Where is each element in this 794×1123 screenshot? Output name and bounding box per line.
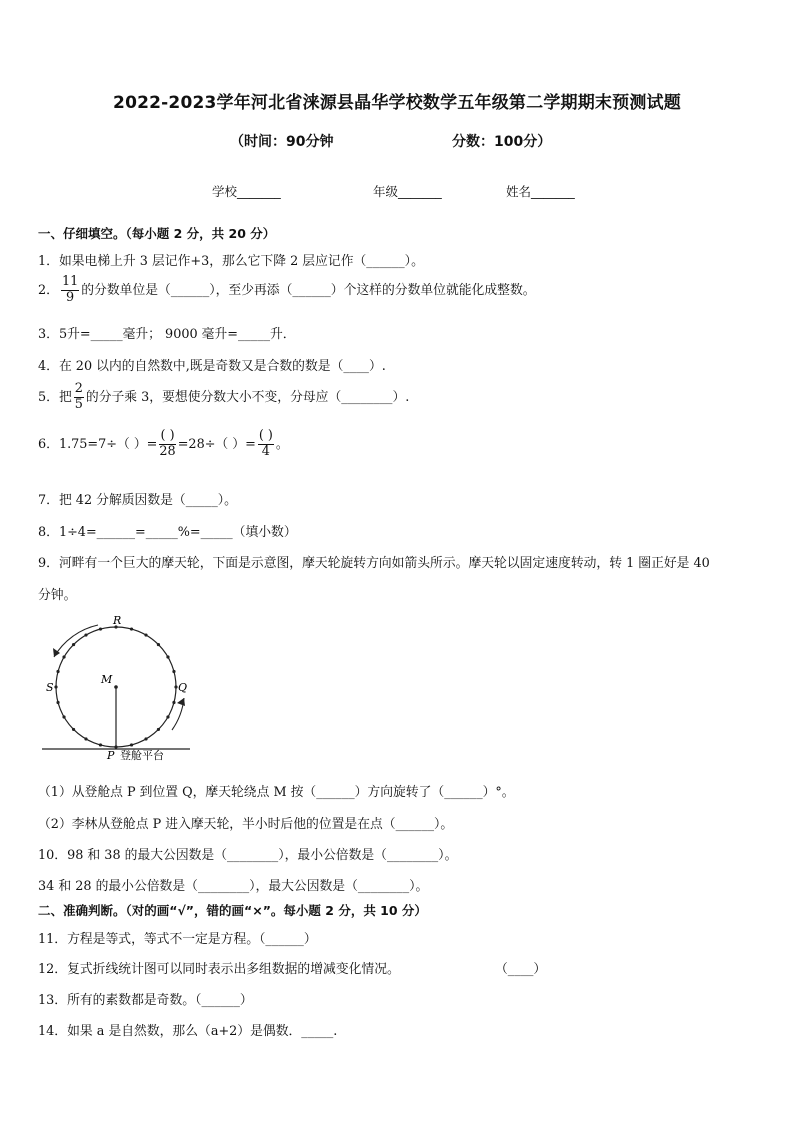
ferris-wheel-diagram <box>36 610 196 762</box>
question-10-continued: 34 和 28 的最小公倍数是（________），最大公因数是（________）。 <box>38 879 429 894</box>
question-13: 13．所有的素数都是奇数。（______） <box>38 993 253 1008</box>
fraction-numerator: 11 <box>61 274 79 289</box>
question-3: 3．5升=_____毫升； 9000 毫升=_____升． <box>38 327 296 342</box>
fraction-numerator: 2 <box>74 381 83 396</box>
question-14: 14．如果 a 是自然数，那么（a+2）是偶数．_____. <box>38 1024 338 1039</box>
fraction-denominator: 5 <box>74 396 83 412</box>
question-2-text: 的分数单位是（______），至少再添（______）个这样的分数单位就能化成整数。 <box>81 282 536 298</box>
cabin-dot <box>56 701 59 704</box>
fraction-denominator: 4 <box>261 443 270 459</box>
cabin-dot <box>62 655 65 658</box>
cabin-dot <box>172 701 175 704</box>
cabin-dot <box>84 633 87 636</box>
question-6-end: 。 <box>275 436 289 452</box>
cabin-dot <box>54 685 57 688</box>
platform-label: 登舱平台 <box>120 749 164 762</box>
cabin-dot <box>72 728 75 731</box>
question-5-text: 的分子乘 3，要想使分数大小不变，分母应（________）. <box>85 389 410 405</box>
fraction-numerator: ( ) <box>258 428 273 443</box>
question-8: 8．1÷4=______=_____%=_____（填小数） <box>38 525 297 540</box>
point-s-label: S <box>46 681 54 694</box>
fraction-blank-28 <box>159 430 175 459</box>
cabin-dot <box>62 715 65 718</box>
fraction-11-9 <box>61 276 79 305</box>
fraction-blank-4 <box>258 430 274 459</box>
fraction-2-5 <box>74 383 84 412</box>
question-12-blank: （____） <box>495 962 547 977</box>
point-r-label: R <box>113 614 122 627</box>
fraction-numerator: ( ) <box>160 428 175 443</box>
question-6-prefix: 6．1.75=7÷（ ）= <box>38 436 158 452</box>
question-2 <box>38 276 536 305</box>
question-9-part-2: （2）李林从登舱点 P 进入摩天轮，半小时后他的位置是在点（______）。 <box>38 817 454 832</box>
cabin-dot <box>99 743 102 746</box>
rotation-arrow-top <box>54 625 98 657</box>
cabin-dot <box>99 627 102 630</box>
section-2-heading: 二、准确判断。（对的画“√”，错的画“×”。每小题 2 分，共 10 分） <box>38 903 427 918</box>
cabin-dot <box>72 643 75 646</box>
question-9-part-1: （1）从登舱点 P 到位置 Q，摩天轮绕点 M 按（______）方向旋转了（______）°。 <box>38 785 515 800</box>
point-q-label: Q <box>178 681 188 694</box>
question-11: 11．方程是等式，等式不一定是方程。（______） <box>38 932 317 947</box>
question-9-continued: 分钟。 <box>38 588 77 603</box>
point-m-label: M <box>101 673 113 686</box>
arrowhead-right <box>177 698 185 706</box>
total-score: 分数：100分） <box>452 134 552 150</box>
question-5 <box>38 383 409 412</box>
cabin-dot <box>157 728 160 731</box>
question-5-prefix: 5．把 <box>38 389 72 405</box>
cabin-dot <box>172 670 175 673</box>
name-field: 姓名_______ <box>506 184 575 199</box>
question-1: 1．如果电梯上升 3 层记作+3，那么它下降 2 层应记作（______）。 <box>38 254 424 269</box>
grade-field: 年级_______ <box>373 184 442 199</box>
cabin-dot <box>166 715 169 718</box>
time-limit: （时间：90分钟 <box>230 134 334 150</box>
question-6-middle: =28÷（ ）= <box>177 436 256 452</box>
school-field: 学校_______ <box>212 184 281 199</box>
question-12: 12．复式折线统计图可以同时表示出多组数据的增减变化情况。 <box>38 962 400 977</box>
cabin-dot <box>56 670 59 673</box>
fraction-denominator: 9 <box>66 289 75 305</box>
cabin-dot <box>144 633 147 636</box>
center-point <box>114 685 118 689</box>
section-1-heading: 一、仔细填空。（每小题 2 分，共 20 分） <box>38 226 276 241</box>
page-title: 2022-2023学年河北省涞源县晶华学校数学五年级第二学期期末预测试题 <box>113 93 681 113</box>
question-6 <box>38 430 289 459</box>
cabin-dot <box>130 627 133 630</box>
cabin-dot <box>84 737 87 740</box>
cabin-dot <box>130 743 133 746</box>
question-9: 9．河畔有一个巨大的摩天轮，下面是示意图，摩天轮旋转方向如箭头所示。摩天轮以固定速度转动，转 1 圈正好是 40 <box>38 556 710 571</box>
cabin-dot <box>157 643 160 646</box>
point-p-label: P <box>107 749 115 762</box>
question-4: 4．在 20 以内的自然数中,既是奇数又是合数的数是（____）. <box>38 359 386 374</box>
cabin-dot <box>166 655 169 658</box>
cabin-dot <box>144 737 147 740</box>
fraction-denominator: 28 <box>159 443 176 459</box>
question-10: 10．98 和 38 的最大公因数是（________），最小公倍数是（________）。 <box>38 848 458 863</box>
question-7: 7．把 42 分解质因数是（_____）。 <box>38 493 237 508</box>
question-2-prefix: 2． <box>38 282 59 298</box>
